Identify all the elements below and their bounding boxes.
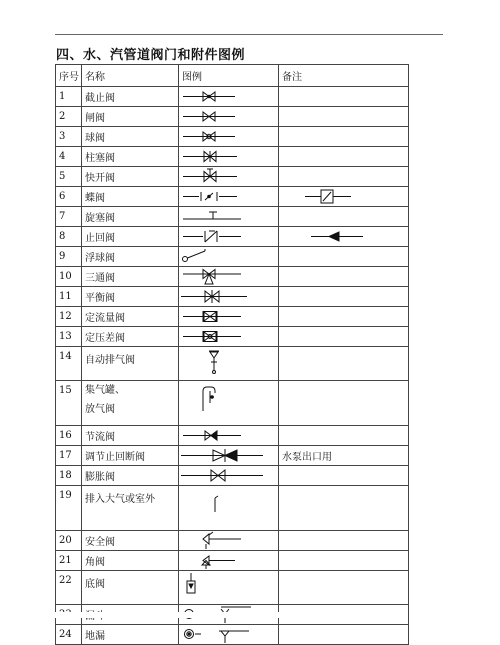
row-name: 柱塞阀 xyxy=(82,147,179,167)
table-row xyxy=(56,466,409,486)
row-name: 止回阀 xyxy=(82,227,179,247)
row-name: 角阀 xyxy=(82,551,179,571)
butterfly-valve-alt-symbol xyxy=(279,187,409,206)
table-row xyxy=(56,625,409,645)
globe-valve-symbol xyxy=(179,87,279,106)
row-no: 8 xyxy=(56,227,82,247)
plug-valve-symbol xyxy=(179,207,279,226)
table-row xyxy=(56,107,409,127)
butterfly-valve-symbol xyxy=(179,187,279,206)
row-note: 水泵出口用 xyxy=(279,446,409,466)
expansion-valve-symbol xyxy=(179,466,279,485)
valve-legend-table xyxy=(55,64,409,645)
row-no: 10 xyxy=(56,267,82,287)
table-row xyxy=(56,287,409,307)
safety-valve-symbol xyxy=(179,531,279,550)
table-row xyxy=(56,187,409,207)
table-row xyxy=(56,227,409,247)
throttle-valve-symbol xyxy=(179,426,279,445)
row-no: 9 xyxy=(56,247,82,267)
check-valve-symbol xyxy=(179,227,279,246)
row-no: 6 xyxy=(56,187,82,207)
float-valve-symbol xyxy=(179,247,279,266)
row-name-line: 集气罐、 xyxy=(85,385,125,396)
table-row xyxy=(56,207,409,227)
row-no: 14 xyxy=(56,347,82,381)
constant-flow-valve-symbol xyxy=(179,307,279,326)
table-row xyxy=(56,147,409,167)
table-row xyxy=(56,327,409,347)
floor-drain-symbol xyxy=(179,625,279,644)
row-name: 调节止回断阀 xyxy=(82,446,179,466)
row-name: 浮球阀 xyxy=(82,247,179,267)
foot-valve-symbol xyxy=(179,571,279,600)
table-row xyxy=(56,127,409,147)
row-no: 3 xyxy=(56,127,82,147)
table-row xyxy=(56,381,409,426)
regulating-check-valve-symbol xyxy=(179,446,279,465)
row-name: 安全阀 xyxy=(82,531,179,551)
check-valve-alt-symbol xyxy=(279,227,409,246)
row-name: 膨胀阀 xyxy=(82,466,179,486)
row-no: 22 xyxy=(56,571,82,605)
row-name: 平衡阀 xyxy=(82,287,179,307)
header-row xyxy=(56,65,409,87)
header-symbol: 图例 xyxy=(179,65,279,87)
row-name: 球阀 xyxy=(82,127,179,147)
header-no: 序号 xyxy=(56,65,82,87)
section-title: 四、水、汽管道阀门和附件图例 xyxy=(56,48,246,63)
top-rule xyxy=(55,34,443,35)
row-no: 2 xyxy=(56,107,82,127)
row-no: 4 xyxy=(56,147,82,167)
gate-valve-symbol xyxy=(179,107,279,126)
row-no: 21 xyxy=(56,551,82,571)
row-no: 7 xyxy=(56,207,82,227)
row-no: 12 xyxy=(56,307,82,327)
row-no: 16 xyxy=(56,426,82,446)
row-name xyxy=(82,381,179,426)
header-note: 备注 xyxy=(279,65,409,87)
row-name: 地漏 xyxy=(82,625,179,645)
row-name: 快开阀 xyxy=(82,167,179,187)
differential-pressure-valve-symbol xyxy=(179,327,279,346)
table-row xyxy=(56,486,409,531)
ball-valve-symbol xyxy=(179,127,279,146)
row-name: 闸阀 xyxy=(82,107,179,127)
vent-to-atmosphere-symbol xyxy=(179,486,279,526)
table-row xyxy=(56,167,409,187)
table-row xyxy=(56,347,409,381)
row-name: 旋塞阀 xyxy=(82,207,179,227)
auto-air-vent-symbol xyxy=(179,347,279,376)
row-no: 15 xyxy=(56,381,82,426)
table-row xyxy=(56,426,409,446)
table-row xyxy=(56,446,409,466)
row-name: 自动排气阀 xyxy=(82,347,179,381)
table-row xyxy=(56,307,409,327)
row-no: 13 xyxy=(56,327,82,347)
row-no: 19 xyxy=(56,486,82,531)
row-name: 节流阀 xyxy=(82,426,179,446)
plunger-valve-symbol xyxy=(179,147,279,166)
row-no: 11 xyxy=(56,287,82,307)
row-name: 定压差阀 xyxy=(82,327,179,347)
table-row xyxy=(56,267,409,287)
header-name: 名称 xyxy=(82,65,179,87)
air-collector-symbol xyxy=(179,381,279,421)
row-name: 蝶阀 xyxy=(82,187,179,207)
row-no: 17 xyxy=(56,446,82,466)
three-way-valve-symbol xyxy=(179,267,279,286)
row-no: 24 xyxy=(56,625,82,645)
row-name: 三通阀 xyxy=(82,267,179,287)
row-name: 底阀 xyxy=(82,571,179,605)
row-no: 5 xyxy=(56,167,82,187)
table-row xyxy=(56,551,409,571)
row-no: 18 xyxy=(56,466,82,486)
table-row xyxy=(56,531,409,551)
table-row xyxy=(56,247,409,267)
page-cut-edge xyxy=(55,612,408,618)
balance-valve-symbol xyxy=(179,287,279,306)
row-name: 定流量阀 xyxy=(82,307,179,327)
row-name: 排入大气或室外 xyxy=(82,486,179,531)
row-name-line: 放气阀 xyxy=(85,404,115,415)
table-row xyxy=(56,87,409,107)
row-no: 20 xyxy=(56,531,82,551)
angle-valve-symbol xyxy=(179,551,279,570)
quick-open-valve-symbol xyxy=(179,167,279,186)
row-name: 截止阀 xyxy=(82,87,179,107)
row-no: 1 xyxy=(56,87,82,107)
table-row xyxy=(56,571,409,605)
